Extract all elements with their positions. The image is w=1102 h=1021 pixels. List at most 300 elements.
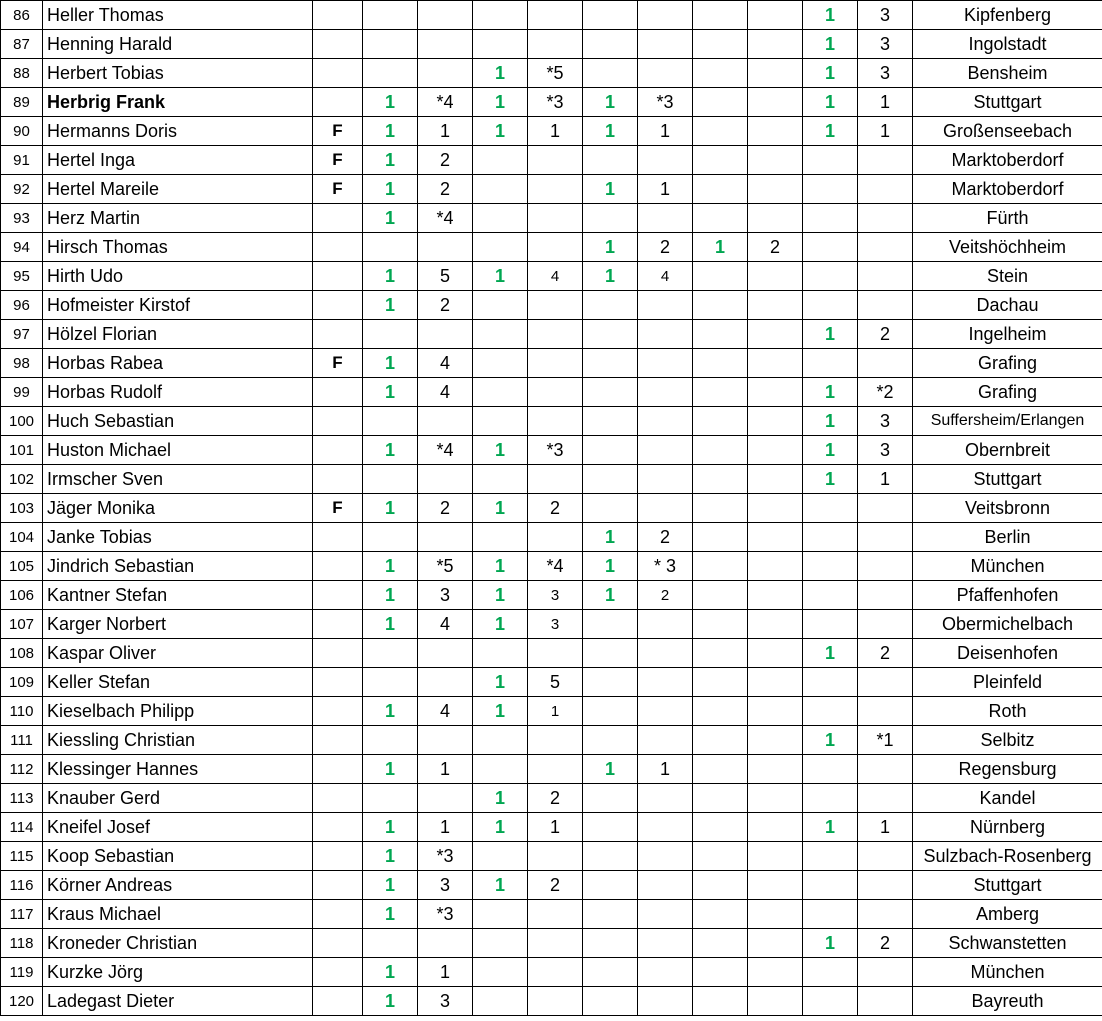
col-4-count-cell — [693, 146, 748, 175]
col-3-count-cell — [583, 842, 638, 871]
col-2-count-cell: 1 — [473, 697, 528, 726]
table-row — [1, 871, 1102, 900]
col-2-value-cell — [528, 320, 583, 349]
col-4-count-cell — [693, 262, 748, 291]
col-3-count-cell — [583, 871, 638, 900]
member-name-cell: Körner Andreas — [43, 871, 313, 900]
col-5-value-cell — [858, 262, 913, 291]
col-5-count-cell: 1 — [803, 639, 858, 668]
col-3-value-cell — [638, 813, 693, 842]
female-marker-cell — [313, 1, 363, 30]
col-3-value-cell: 4 — [638, 262, 693, 291]
member-name-cell: Janke Tobias — [43, 523, 313, 552]
col-5-count-cell — [803, 842, 858, 871]
row-number-cell: 113 — [1, 784, 43, 813]
col-3-count-cell: 1 — [583, 755, 638, 784]
col-5-value-cell — [858, 581, 913, 610]
col-2-count-cell: 1 — [473, 494, 528, 523]
col-5-value-cell: 3 — [858, 59, 913, 88]
member-name-cell: Huch Sebastian — [43, 407, 313, 436]
member-name-cell: Hölzel Florian — [43, 320, 313, 349]
row-number-cell: 114 — [1, 813, 43, 842]
col-3-count-cell — [583, 697, 638, 726]
col-4-count-cell — [693, 30, 748, 59]
city-cell: Bensheim — [913, 59, 1102, 88]
col-5-value-cell — [858, 494, 913, 523]
col-4-value-cell: 2 — [748, 233, 803, 262]
col-2-count-cell — [473, 929, 528, 958]
table-row — [1, 726, 1102, 755]
col-3-value-cell — [638, 987, 693, 1016]
col-5-value-cell — [858, 204, 913, 233]
col-1-value-cell: 1 — [418, 813, 473, 842]
col-2-count-cell — [473, 349, 528, 378]
member-name-cell: Henning Harald — [43, 30, 313, 59]
col-1-value-cell — [418, 407, 473, 436]
col-3-value-cell — [638, 842, 693, 871]
female-marker-cell — [313, 407, 363, 436]
col-1-value-cell: 2 — [418, 494, 473, 523]
col-1-value-cell: 3 — [418, 871, 473, 900]
col-5-value-cell — [858, 349, 913, 378]
female-marker-cell — [313, 436, 363, 465]
col-3-value-cell — [638, 958, 693, 987]
col-5-count-cell: 1 — [803, 320, 858, 349]
col-2-count-cell: 1 — [473, 610, 528, 639]
member-name-cell: Kantner Stefan — [43, 581, 313, 610]
col-2-count-cell — [473, 378, 528, 407]
member-name-cell: Irmscher Sven — [43, 465, 313, 494]
col-2-value-cell: 2 — [528, 494, 583, 523]
female-marker-cell — [313, 233, 363, 262]
col-1-count-cell: 1 — [363, 871, 418, 900]
table-row — [1, 697, 1102, 726]
col-3-value-cell — [638, 784, 693, 813]
col-3-count-cell: 1 — [583, 117, 638, 146]
member-name-cell: Hertel Mareile — [43, 175, 313, 204]
member-name-cell: Keller Stefan — [43, 668, 313, 697]
col-5-value-cell: 1 — [858, 465, 913, 494]
col-3-value-cell: 1 — [638, 175, 693, 204]
col-3-count-cell — [583, 639, 638, 668]
col-2-value-cell — [528, 726, 583, 755]
col-2-value-cell — [528, 349, 583, 378]
col-4-count-cell — [693, 929, 748, 958]
col-1-value-cell: 2 — [418, 146, 473, 175]
female-marker-cell: F — [313, 494, 363, 523]
table-row — [1, 581, 1102, 610]
row-number-cell: 93 — [1, 204, 43, 233]
female-marker-cell — [313, 204, 363, 233]
col-2-value-cell — [528, 146, 583, 175]
col-4-value-cell — [748, 494, 803, 523]
table-row — [1, 523, 1102, 552]
city-cell: Grafing — [913, 349, 1102, 378]
col-4-value-cell — [748, 929, 803, 958]
col-2-count-cell: 1 — [473, 436, 528, 465]
female-marker-cell — [313, 552, 363, 581]
city-cell: Nürnberg — [913, 813, 1102, 842]
col-5-count-cell — [803, 784, 858, 813]
member-name-cell: Hirsch Thomas — [43, 233, 313, 262]
table-row — [1, 436, 1102, 465]
col-1-value-cell: 4 — [418, 610, 473, 639]
col-1-count-cell: 1 — [363, 958, 418, 987]
col-5-count-cell — [803, 262, 858, 291]
col-3-value-cell — [638, 929, 693, 958]
col-1-value-cell: 2 — [418, 291, 473, 320]
col-1-count-cell: 1 — [363, 378, 418, 407]
col-1-count-cell — [363, 784, 418, 813]
col-4-count-cell — [693, 436, 748, 465]
row-number-cell: 109 — [1, 668, 43, 697]
city-cell: Stuttgart — [913, 871, 1102, 900]
member-name-cell: Ladegast Dieter — [43, 987, 313, 1016]
city-cell: Sulzbach-Rosenberg — [913, 842, 1102, 871]
row-number-cell: 90 — [1, 117, 43, 146]
row-number-cell: 96 — [1, 291, 43, 320]
col-4-count-cell — [693, 552, 748, 581]
col-5-count-cell — [803, 987, 858, 1016]
col-5-count-cell — [803, 204, 858, 233]
col-4-value-cell — [748, 378, 803, 407]
member-name-cell: Horbas Rudolf — [43, 378, 313, 407]
col-1-count-cell: 1 — [363, 494, 418, 523]
col-3-value-cell: 1 — [638, 117, 693, 146]
col-1-value-cell — [418, 1, 473, 30]
female-marker-cell — [313, 842, 363, 871]
col-3-count-cell — [583, 1, 638, 30]
col-5-value-cell: 1 — [858, 813, 913, 842]
col-5-count-cell — [803, 900, 858, 929]
member-name-cell: Herbrig Frank — [43, 88, 313, 117]
table-row — [1, 755, 1102, 784]
female-marker-cell — [313, 320, 363, 349]
col-3-value-cell: 2 — [638, 523, 693, 552]
col-4-count-cell — [693, 88, 748, 117]
city-cell: Stein — [913, 262, 1102, 291]
female-marker-cell — [313, 871, 363, 900]
table-row — [1, 146, 1102, 175]
col-3-value-cell — [638, 465, 693, 494]
col-5-count-cell: 1 — [803, 726, 858, 755]
col-3-count-cell — [583, 59, 638, 88]
col-4-count-cell — [693, 581, 748, 610]
member-name-cell: Hirth Udo — [43, 262, 313, 291]
member-name-cell: Koop Sebastian — [43, 842, 313, 871]
row-number-cell: 89 — [1, 88, 43, 117]
city-cell: Ingolstadt — [913, 30, 1102, 59]
col-2-count-cell — [473, 842, 528, 871]
table-row — [1, 900, 1102, 929]
col-4-value-cell — [748, 262, 803, 291]
col-3-value-cell — [638, 320, 693, 349]
col-1-value-cell — [418, 639, 473, 668]
city-cell: Ingelheim — [913, 320, 1102, 349]
member-name-cell: Kiessling Christian — [43, 726, 313, 755]
city-cell: Obernbreit — [913, 436, 1102, 465]
col-5-count-cell — [803, 523, 858, 552]
col-5-count-cell: 1 — [803, 929, 858, 958]
col-4-value-cell — [748, 871, 803, 900]
city-cell: Kandel — [913, 784, 1102, 813]
table-row — [1, 349, 1102, 378]
col-4-count-cell — [693, 523, 748, 552]
female-marker-cell — [313, 581, 363, 610]
col-1-count-cell: 1 — [363, 175, 418, 204]
col-4-value-cell — [748, 668, 803, 697]
col-5-count-cell: 1 — [803, 378, 858, 407]
member-name-cell: Hertel Inga — [43, 146, 313, 175]
col-4-value-cell — [748, 465, 803, 494]
city-cell: Amberg — [913, 900, 1102, 929]
col-4-count-cell: 1 — [693, 233, 748, 262]
col-1-count-cell: 1 — [363, 581, 418, 610]
female-marker-cell — [313, 610, 363, 639]
female-marker-cell — [313, 755, 363, 784]
table-row — [1, 233, 1102, 262]
col-5-count-cell: 1 — [803, 1, 858, 30]
col-1-count-cell: 1 — [363, 262, 418, 291]
col-5-count-cell: 1 — [803, 465, 858, 494]
female-marker-cell — [313, 59, 363, 88]
col-4-value-cell — [748, 755, 803, 784]
row-number-cell: 86 — [1, 1, 43, 30]
col-3-count-cell — [583, 726, 638, 755]
row-number-cell: 111 — [1, 726, 43, 755]
table-row — [1, 59, 1102, 88]
col-4-value-cell — [748, 581, 803, 610]
col-4-count-cell — [693, 349, 748, 378]
col-1-value-cell: 1 — [418, 958, 473, 987]
col-2-value-cell: 2 — [528, 871, 583, 900]
member-name-cell: Kneifel Josef — [43, 813, 313, 842]
col-2-count-cell: 1 — [473, 581, 528, 610]
female-marker-cell — [313, 291, 363, 320]
col-2-value-cell: 3 — [528, 581, 583, 610]
col-1-count-cell — [363, 639, 418, 668]
col-1-count-cell — [363, 726, 418, 755]
female-marker-cell: F — [313, 117, 363, 146]
col-2-count-cell: 1 — [473, 552, 528, 581]
col-4-count-cell — [693, 842, 748, 871]
member-name-cell: Hermanns Doris — [43, 117, 313, 146]
member-name-cell: Heller Thomas — [43, 1, 313, 30]
col-2-count-cell — [473, 726, 528, 755]
col-4-count-cell — [693, 378, 748, 407]
col-4-value-cell — [748, 407, 803, 436]
col-5-value-cell — [858, 697, 913, 726]
col-3-count-cell: 1 — [583, 88, 638, 117]
col-1-value-cell — [418, 320, 473, 349]
col-3-value-cell — [638, 1, 693, 30]
col-3-count-cell — [583, 349, 638, 378]
col-5-count-cell — [803, 552, 858, 581]
row-number-cell: 112 — [1, 755, 43, 784]
col-4-count-cell — [693, 320, 748, 349]
row-number-cell: 97 — [1, 320, 43, 349]
col-4-count-cell — [693, 117, 748, 146]
city-cell: Suffersheim/Erlangen — [913, 407, 1102, 436]
col-3-value-cell — [638, 30, 693, 59]
col-2-value-cell — [528, 755, 583, 784]
col-1-value-cell — [418, 726, 473, 755]
col-1-count-cell — [363, 30, 418, 59]
table-row — [1, 639, 1102, 668]
city-cell: Marktoberdorf — [913, 146, 1102, 175]
female-marker-cell — [313, 88, 363, 117]
col-1-value-cell: *5 — [418, 552, 473, 581]
col-5-count-cell — [803, 233, 858, 262]
col-1-value-cell: 4 — [418, 697, 473, 726]
col-3-count-cell — [583, 407, 638, 436]
col-5-value-cell — [858, 755, 913, 784]
col-2-value-cell: 2 — [528, 784, 583, 813]
col-5-count-cell — [803, 349, 858, 378]
row-number-cell: 105 — [1, 552, 43, 581]
member-name-cell: Herbert Tobias — [43, 59, 313, 88]
row-number-cell: 104 — [1, 523, 43, 552]
member-name-cell: Herz Martin — [43, 204, 313, 233]
col-3-count-cell — [583, 900, 638, 929]
col-4-count-cell — [693, 755, 748, 784]
col-5-count-cell — [803, 291, 858, 320]
col-1-value-cell: 2 — [418, 175, 473, 204]
col-4-count-cell — [693, 465, 748, 494]
female-marker-cell — [313, 378, 363, 407]
col-4-count-cell — [693, 784, 748, 813]
col-2-count-cell — [473, 320, 528, 349]
table-row — [1, 117, 1102, 146]
table-row — [1, 668, 1102, 697]
col-3-count-cell: 1 — [583, 175, 638, 204]
table-row — [1, 610, 1102, 639]
col-3-value-cell — [638, 900, 693, 929]
col-1-count-cell: 1 — [363, 88, 418, 117]
col-5-value-cell: *2 — [858, 378, 913, 407]
col-4-value-cell — [748, 552, 803, 581]
col-3-count-cell — [583, 465, 638, 494]
col-2-value-cell — [528, 204, 583, 233]
col-2-count-cell — [473, 204, 528, 233]
table-row — [1, 262, 1102, 291]
col-5-value-cell: 1 — [858, 88, 913, 117]
col-2-count-cell — [473, 146, 528, 175]
col-3-count-cell: 1 — [583, 552, 638, 581]
col-2-count-cell — [473, 958, 528, 987]
col-1-value-cell — [418, 784, 473, 813]
col-5-value-cell: 3 — [858, 407, 913, 436]
col-3-value-cell — [638, 436, 693, 465]
member-name-cell: Horbas Rabea — [43, 349, 313, 378]
female-marker-cell — [313, 726, 363, 755]
col-2-count-cell: 1 — [473, 88, 528, 117]
col-2-value-cell — [528, 30, 583, 59]
col-3-value-cell — [638, 378, 693, 407]
col-4-value-cell — [748, 639, 803, 668]
col-2-value-cell — [528, 523, 583, 552]
col-1-value-cell: *4 — [418, 88, 473, 117]
col-5-value-cell — [858, 523, 913, 552]
row-number-cell: 88 — [1, 59, 43, 88]
female-marker-cell — [313, 987, 363, 1016]
row-number-cell: 108 — [1, 639, 43, 668]
col-1-value-cell — [418, 523, 473, 552]
col-2-value-cell — [528, 1, 583, 30]
member-name-cell: Kaspar Oliver — [43, 639, 313, 668]
col-1-count-cell — [363, 465, 418, 494]
col-2-count-cell — [473, 30, 528, 59]
city-cell: Kipfenberg — [913, 1, 1102, 30]
col-5-value-cell — [858, 146, 913, 175]
table-row — [1, 929, 1102, 958]
col-5-count-cell: 1 — [803, 436, 858, 465]
row-number-cell: 95 — [1, 262, 43, 291]
col-5-count-cell: 1 — [803, 813, 858, 842]
col-3-value-cell: 2 — [638, 233, 693, 262]
col-1-value-cell — [418, 465, 473, 494]
col-4-value-cell — [748, 987, 803, 1016]
col-4-count-cell — [693, 871, 748, 900]
member-name-cell: Klessinger Hannes — [43, 755, 313, 784]
row-number-cell: 107 — [1, 610, 43, 639]
city-cell: Obermichelbach — [913, 610, 1102, 639]
col-2-value-cell — [528, 233, 583, 262]
col-5-count-cell — [803, 175, 858, 204]
col-2-value-cell — [528, 291, 583, 320]
table-row — [1, 407, 1102, 436]
col-1-value-cell: 1 — [418, 755, 473, 784]
col-5-value-cell: 3 — [858, 1, 913, 30]
col-3-count-cell — [583, 813, 638, 842]
col-5-value-cell — [858, 668, 913, 697]
col-4-value-cell — [748, 610, 803, 639]
col-2-value-cell: 1 — [528, 697, 583, 726]
row-number-cell: 99 — [1, 378, 43, 407]
col-5-count-cell — [803, 494, 858, 523]
city-cell: Marktoberdorf — [913, 175, 1102, 204]
female-marker-cell — [313, 929, 363, 958]
col-1-count-cell — [363, 407, 418, 436]
table-row — [1, 494, 1102, 523]
city-cell: Pfaffenhofen — [913, 581, 1102, 610]
col-1-value-cell — [418, 668, 473, 697]
row-number-cell: 87 — [1, 30, 43, 59]
col-4-value-cell — [748, 349, 803, 378]
col-4-value-cell — [748, 523, 803, 552]
city-cell: Veitshöchheim — [913, 233, 1102, 262]
col-1-count-cell — [363, 668, 418, 697]
col-2-value-cell: 4 — [528, 262, 583, 291]
col-5-count-cell — [803, 668, 858, 697]
col-3-count-cell: 1 — [583, 233, 638, 262]
table-row — [1, 175, 1102, 204]
col-1-count-cell: 1 — [363, 552, 418, 581]
col-3-value-cell: * 3 — [638, 552, 693, 581]
row-number-cell: 98 — [1, 349, 43, 378]
city-cell: Veitsbronn — [913, 494, 1102, 523]
col-2-value-cell — [528, 378, 583, 407]
table-row — [1, 378, 1102, 407]
member-name-cell: Kieselbach Philipp — [43, 697, 313, 726]
city-cell: Berlin — [913, 523, 1102, 552]
col-1-value-cell: 5 — [418, 262, 473, 291]
col-1-value-cell: *3 — [418, 842, 473, 871]
row-number-cell: 101 — [1, 436, 43, 465]
col-2-count-cell — [473, 755, 528, 784]
col-3-value-cell — [638, 59, 693, 88]
col-4-value-cell — [748, 88, 803, 117]
